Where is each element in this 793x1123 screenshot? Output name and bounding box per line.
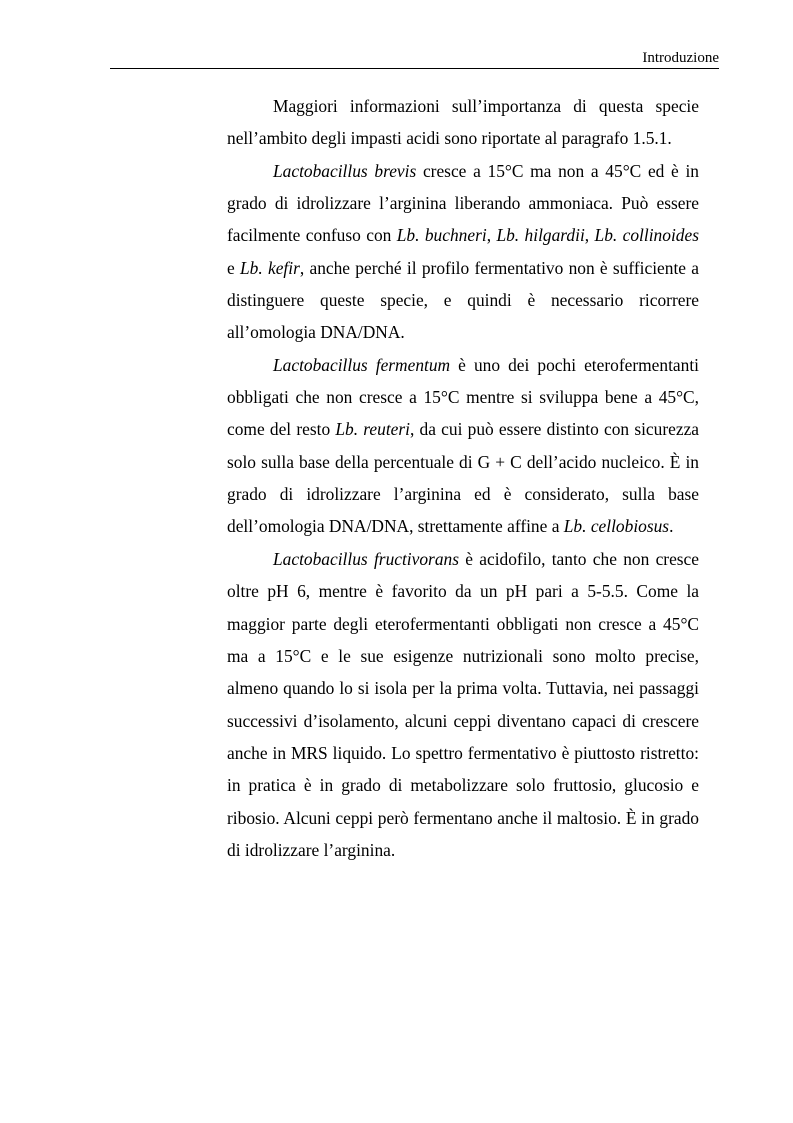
document-body <box>227 90 699 866</box>
page-header-title: Introduzione <box>642 50 719 66</box>
paragraph-1: Maggiori informazioni sull’importanza di questa specie nell’ambito degli impasti acidi sono riportate al paragrafo 1.5.1. <box>227 96 699 149</box>
paragraph-4: Lactobacillus fructivorans è acidofilo, tanto che non cresce oltre pH 6, mentre è favorito da un pH pari a 5-5.5. Come la maggior parte degli eterofermentanti obbligati non cresce a 45°C ma a 15°C e le sue esigenze nutrizionali sono molto precise, almeno quando lo si isola per la prima volta. Tuttavia, nei passaggi successivi d’isolamento, alcuni ceppi diventano capaci di crescere anche in MRS liquido. Lo spettro fermentativo è piuttosto ristretto: in pratica è in grado di metabolizzare solo fruttosio, glucosio e ribosio. Alcuni ceppi però fermentano anche il maltosio. È in grado di idrolizzare l’arginina. <box>227 548 699 860</box>
header-divider <box>110 68 719 69</box>
paragraph-2: Lactobacillus brevis cresce a 15°C ma non a 45°C ed è in grado di idrolizzare l’arginina liberando ammoniaca. Può essere facilmente confuso con Lb. buchneri, Lb. hilgardii, Lb. collinoides e Lb. kefir, anche perché il profilo fermentativo non è sufficiente a distinguere queste specie, e quindi è necessario ricorrere all’omologia DNA/DNA. <box>227 160 700 343</box>
paragraph-3: Lactobacillus fermentum è uno dei pochi eterofermentanti obbligati che non cresce a 15°C mentre si sviluppa bene a 45°C, come del resto Lb. reuteri, da cui può essere distinto con sicurezza solo sulla base della percentuale di G + C dell’acido nucleico. È in grado di idrolizzare l’arginina ed è considerato, sulla base dell’omologia DNA/DNA, strettamente affine a Lb. cellobiosus. <box>227 354 700 537</box>
